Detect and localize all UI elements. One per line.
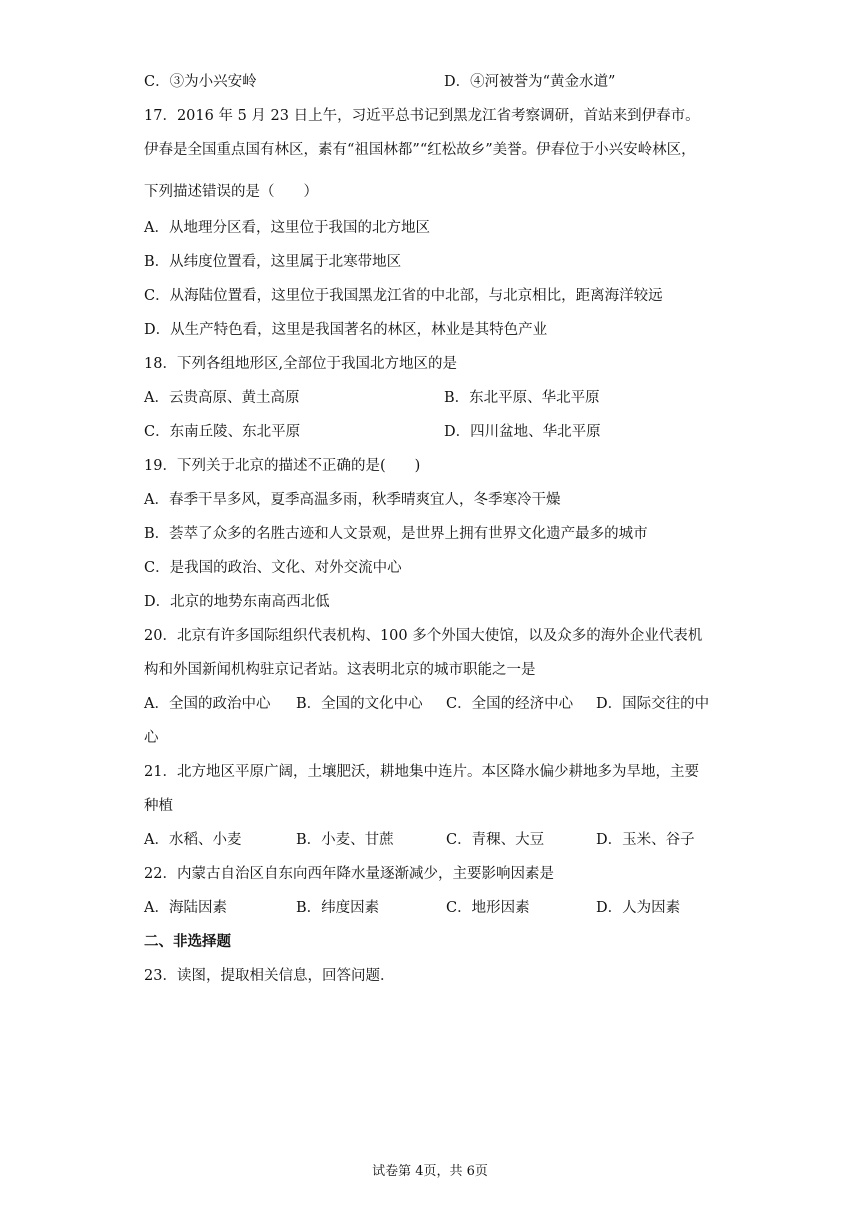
q17-stem-line1: 17．2016 年 5 月 23 日上午，习近平总书记到黑龙江省考察调研，首站来到伊春市。 [144, 108, 700, 124]
q20-stem-line2: 构和外国新闻机构驻京记者站。这表明北京的城市职能之一是 [144, 662, 536, 678]
q22-option-d: D．人为因素 [596, 900, 681, 916]
page-footer: 试卷第 4页，共 6页 [372, 1164, 488, 1179]
q18-option-b: B．东北平原、华北平原 [444, 390, 600, 406]
q22-option-a: A．海陆因素 [144, 900, 227, 916]
q20-stem-line1: 20．北京有许多国际组织代表机构、100 多个外国大使馆，以及众多的海外企业代表机 [144, 628, 703, 644]
q19-option-b: B．荟萃了众多的名胜古迹和人文景观，是世界上拥有世界文化遗产最多的城市 [144, 526, 648, 542]
q22-option-c: C．地形因素 [446, 900, 530, 916]
q19-stem: 19．下列关于北京的描述不正确的是( ) [144, 458, 421, 474]
q23-stem: 23．读图，提取相关信息，回答问题． [144, 968, 395, 984]
q17-option-b: B．从纬度位置看，这里属于北寒带地区 [144, 254, 402, 270]
q17-option-d: D．从生产特色看，这里是我国著名的林区，林业是其特色产业 [144, 322, 548, 338]
q18-stem: 18．下列各组地形区,全部位于我国北方地区的是 [144, 356, 458, 372]
q20-option-b: B．全国的文化中心 [296, 696, 423, 712]
q21-option-b: B．小麦、甘蔗 [296, 832, 394, 848]
q20-option-d: D．国际交往的中 [596, 696, 710, 712]
q19-option-d: D．北京的地势东南高西北低 [144, 594, 330, 610]
q17-stem-line3: 下列描述错误的是（ ） [144, 184, 318, 200]
q16-option-d: D．④河被誉为“黄金水道” [444, 74, 616, 90]
q20-option-a: A．全国的政治中心 [144, 696, 271, 712]
q17-stem-line2: 伊春是全国重点国有林区，素有“祖国林都”“红松故乡”美誉。伊春位于小兴安岭林区， [144, 142, 696, 158]
q22-stem: 22．内蒙古自治区自东向西年降水量逐渐减少，主要影响因素是 [144, 866, 554, 882]
q21-stem-line1: 21．北方地区平原广阔，土壤肥沃，耕地集中连片。本区降水偏少耕地多为旱地，主要 [144, 764, 699, 780]
q22-option-b: B．纬度因素 [296, 900, 380, 916]
q17-option-a: A．从地理分区看，这里位于我国的北方地区 [144, 220, 430, 236]
q19-option-a: A．春季干旱多风，夏季高温多雨，秋季晴爽宜人，冬季寒冷干燥 [144, 492, 561, 508]
q21-option-d: D．玉米、谷子 [596, 832, 695, 848]
q21-option-c: C．青稞、大豆 [446, 832, 545, 848]
q20-option-d-wrap: 心 [144, 730, 159, 746]
q19-option-c: C．是我国的政治、文化、对外交流中心 [144, 560, 402, 576]
q21-stem-line2: 种植 [144, 798, 173, 814]
q18-option-a: A．云贵高原、黄土高原 [144, 390, 300, 406]
q17-option-c: C．从海陆位置看，这里位于我国黑龙江省的中北部，与北京相比，距离海洋较远 [144, 288, 663, 304]
section-title: 二、非选择题 [144, 933, 231, 950]
q18-option-c: C．东南丘陵、东北平原 [144, 424, 301, 440]
q18-option-d: D．四川盆地、华北平原 [444, 424, 601, 440]
q21-option-a: A．水稻、小麦 [144, 832, 242, 848]
q16-option-c: C．③为小兴安岭 [144, 74, 257, 90]
q20-option-c: C．全国的经济中心 [446, 696, 574, 712]
